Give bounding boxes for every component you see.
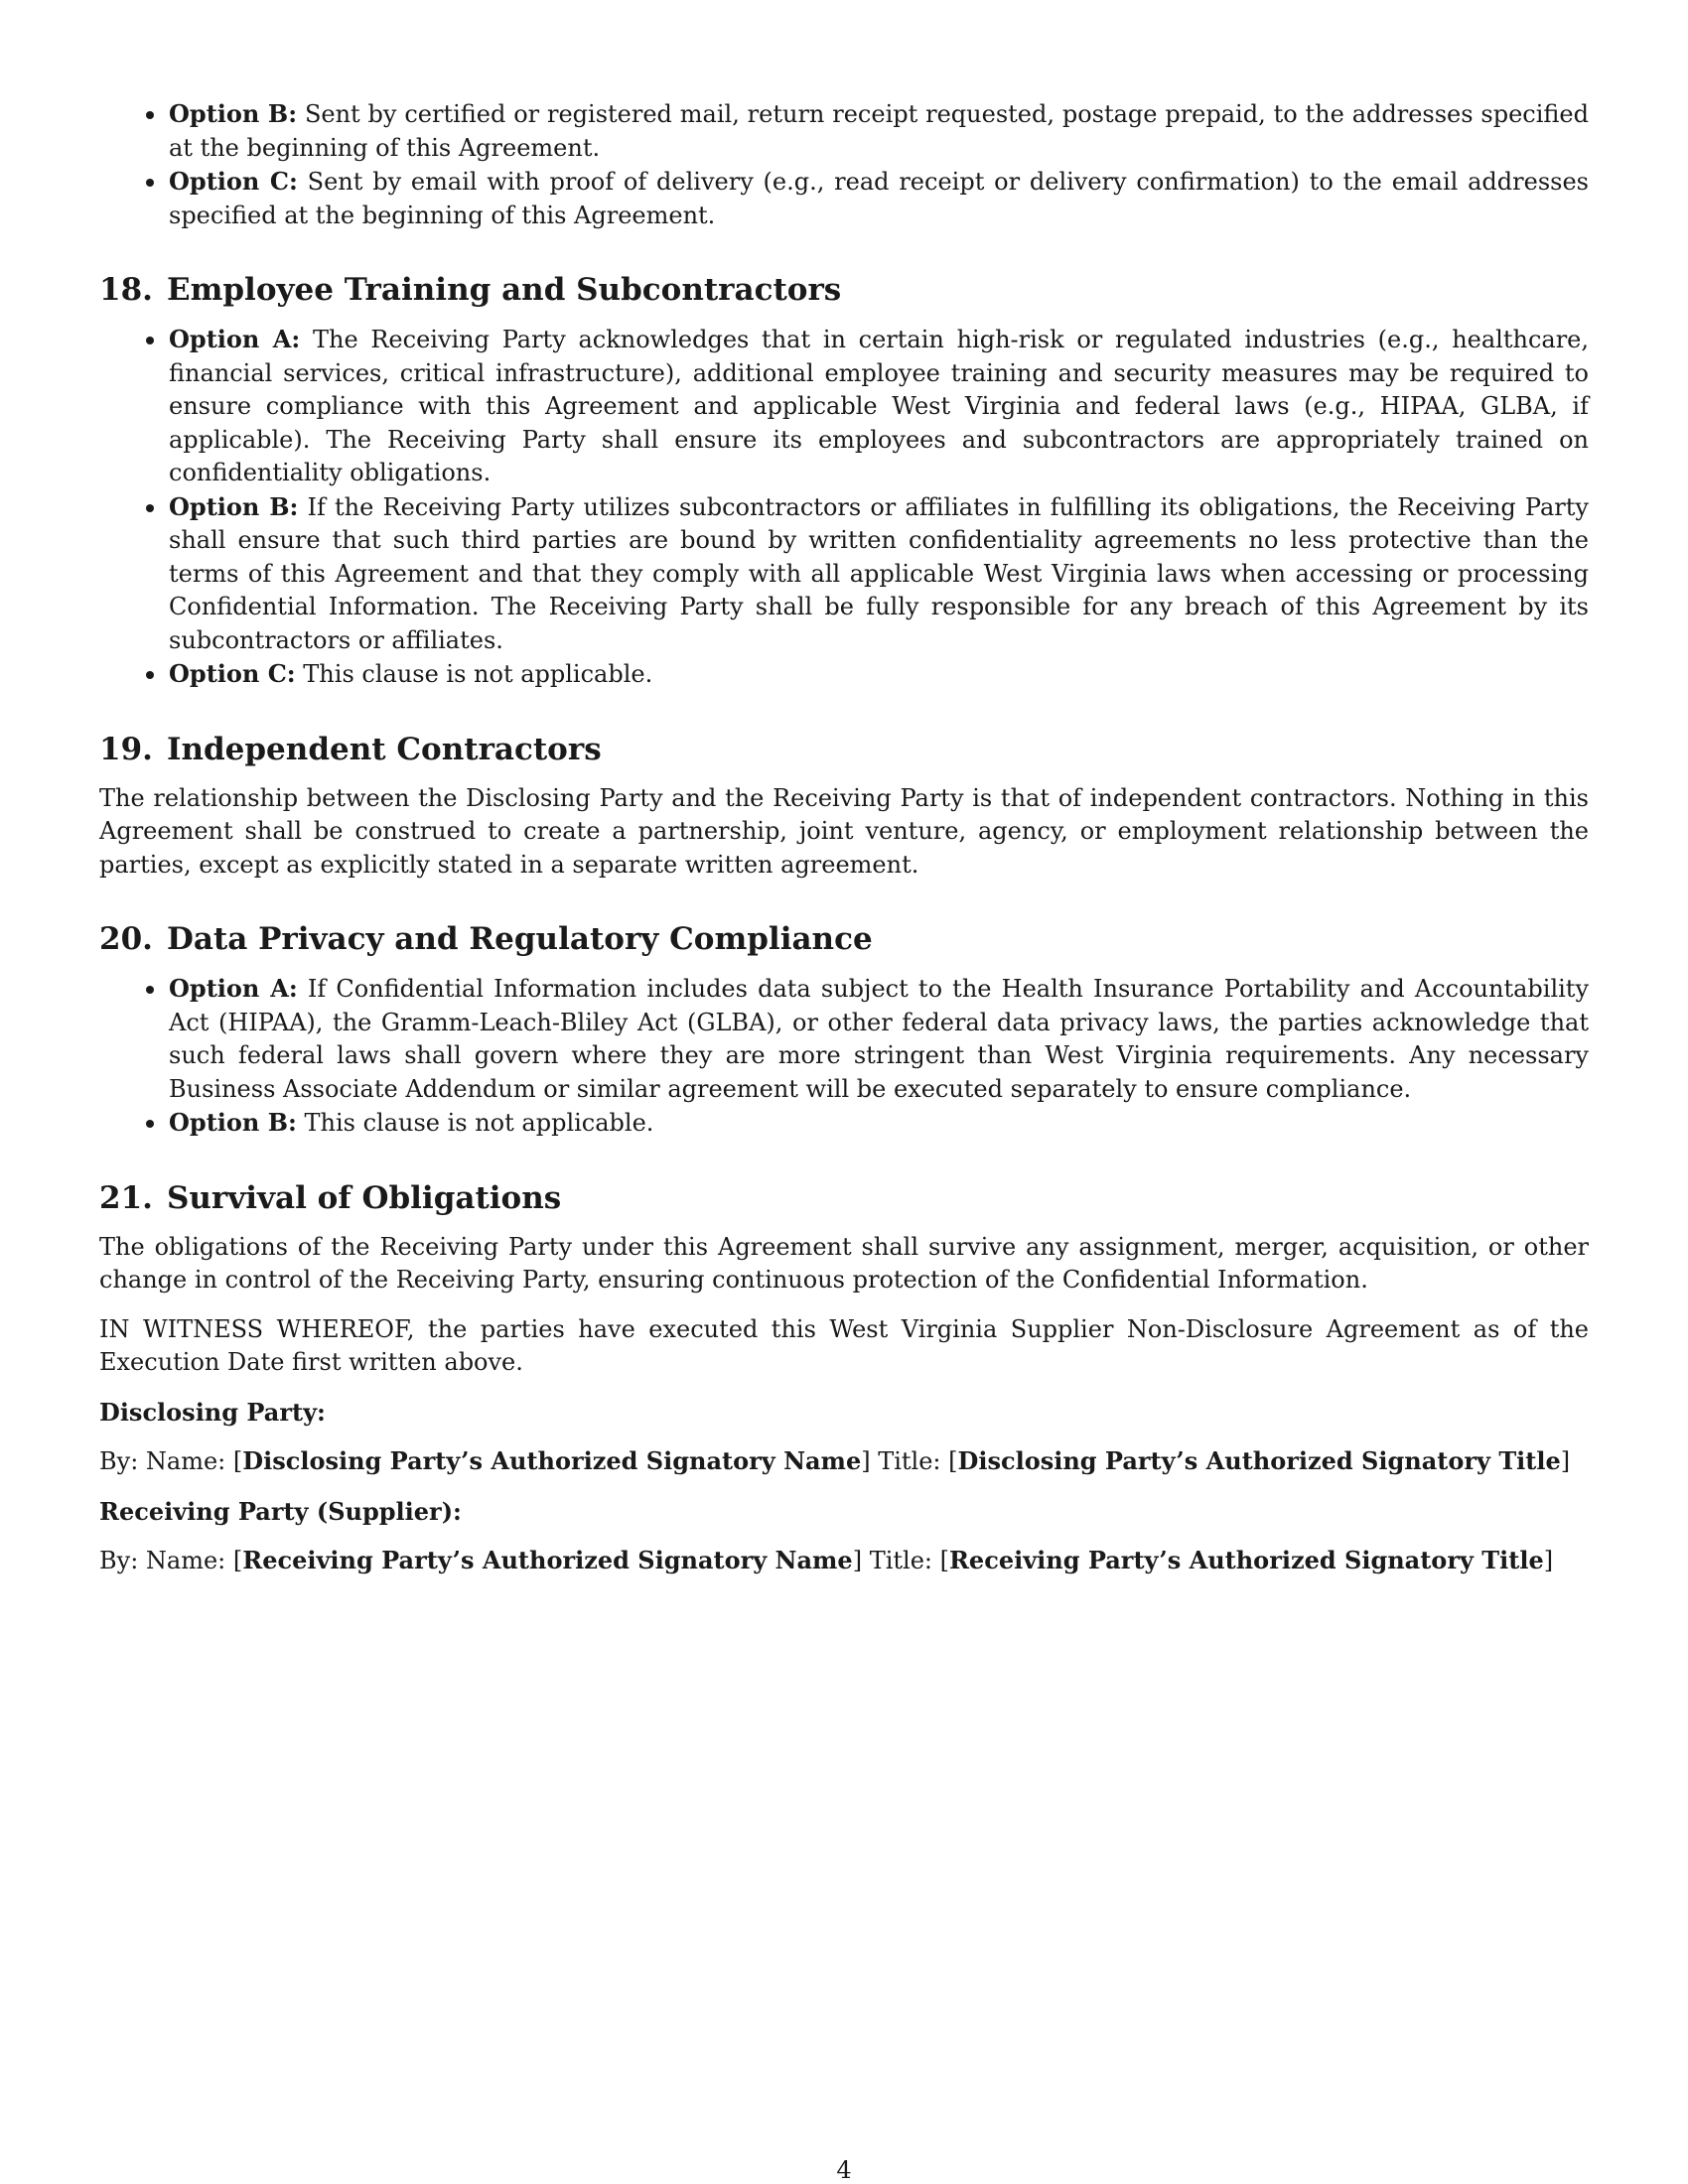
option-text: This clause is not applicable. bbox=[296, 1109, 654, 1137]
option-label: Option B: bbox=[169, 1108, 297, 1137]
section-number: 20. bbox=[99, 921, 153, 957]
by-name-label: By: Name: [ bbox=[99, 1547, 243, 1574]
disclosing-signature-line bbox=[99, 1444, 1589, 1479]
section-19-body: The relationship between the Disclosing Party and the Receiving Party is that of independent contractors. Nothing in this Agreement shall be construed to create a partnership, joint venture, agency, or employment relationship between the parties, except as explicitly stated in a separate written agreement. bbox=[99, 783, 1589, 879]
list-item bbox=[169, 323, 1589, 490]
option-label: Option A: bbox=[169, 974, 298, 1003]
signatory-name-placeholder: Disclosing Party’s Authorized Signatory Name bbox=[242, 1446, 862, 1475]
section-number: 21. bbox=[99, 1179, 153, 1216]
receiving-party-heading: Receiving Party (Supplier): bbox=[99, 1496, 462, 1526]
section-title: Data Privacy and Regulatory Compliance bbox=[166, 921, 873, 957]
option-text: Sent by email with proof of delivery (e.g., read receipt or delivery confirmation) to the email addresses specified at the beginning of this Agreement. bbox=[169, 168, 1589, 229]
list-item bbox=[169, 972, 1589, 1106]
title-label: ] Title: [ bbox=[852, 1547, 949, 1574]
option-text: Sent by certified or registered mail, return receipt requested, postage prepaid, to the addresses specified at the beginning of this Agreement. bbox=[169, 100, 1589, 162]
disclosing-party-heading: Disclosing Party: bbox=[99, 1397, 326, 1427]
title-label: ] Title: [ bbox=[861, 1447, 958, 1475]
list-item bbox=[169, 97, 1589, 165]
section-21-body: The obligations of the Receiving Party under this Agreement shall survive any assignment, merger, acquisition, or other change in control of the Receiving Party, ensuring continuous protection of the Confidential Information. bbox=[99, 1232, 1589, 1294]
closing-bracket: ] bbox=[1543, 1547, 1554, 1574]
section-number: 19. bbox=[99, 731, 153, 767]
section-number: 18. bbox=[99, 272, 153, 308]
section-18-options bbox=[99, 323, 1589, 692]
signatory-title-placeholder: Disclosing Party’s Authorized Signatory Title bbox=[957, 1446, 1561, 1475]
signatory-name-placeholder: Receiving Party’s Authorized Signatory Name bbox=[242, 1546, 853, 1574]
section-title: Employee Training and Subcontractors bbox=[166, 272, 842, 308]
option-text: If the Receiving Party utilizes subcontractors or affiliates in fulfilling its obligations, the Receiving Party shall ensure that such third parties are bound by written confidentiality agreements no less protective than the terms of this Agreement and that they comply with all applicable West Virginia laws when accessing or processing Confidential Information. The Receiving Party shall be fully responsible for any breach of this Agreement by its subcontractors or affiliates. bbox=[169, 492, 1589, 654]
option-label: Option C: bbox=[169, 167, 298, 196]
section-title: Independent Contractors bbox=[166, 731, 602, 767]
option-label: Option A: bbox=[169, 325, 301, 353]
page-number: 4 bbox=[836, 2156, 852, 2184]
list-item bbox=[169, 1106, 1589, 1141]
list-item bbox=[169, 165, 1589, 232]
section-title: Survival of Obligations bbox=[166, 1179, 562, 1216]
section-heading-20 bbox=[99, 919, 1589, 959]
option-label: Option C: bbox=[169, 659, 296, 688]
document-page bbox=[99, 97, 1589, 1594]
receiving-signature-line bbox=[99, 1544, 1589, 1578]
section-heading-18 bbox=[99, 270, 1589, 310]
section-20-options bbox=[99, 972, 1589, 1141]
option-text: This clause is not applicable. bbox=[295, 660, 653, 688]
section-heading-19 bbox=[99, 730, 1589, 769]
option-label: Option B: bbox=[169, 491, 299, 521]
section-17-options bbox=[99, 97, 1589, 232]
by-name-label: By: Name: [ bbox=[99, 1447, 243, 1475]
option-text: The Receiving Party acknowledges that in certain high-risk or regulated industries (e.g., healthcare, financial services, critical infrastructure), additional employee training and security measures may be required to ensure compliance with this Agreement and applicable West Virginia and federal laws (e.g., HIPAA, GLBA, if applicable). The Receiving Party shall ensure its employees and subcontractors are appropriately trained on confidentiality obligations. bbox=[169, 326, 1589, 486]
option-label: Option B: bbox=[169, 99, 298, 128]
signatory-title-placeholder: Receiving Party’s Authorized Signatory Title bbox=[948, 1546, 1544, 1574]
option-text: If Confidential Information includes data subject to the Health Insurance Portability and Accountability Act (HIPAA), the Gramm-Leach-Bliley Act (GLBA), or other federal data privacy laws, the parties acknowledge that such federal laws shall govern where they are more stringent than West Virginia requirements. Any necessary Business Associate Addendum or similar agreement will be executed separately to ensure compliance. bbox=[169, 975, 1589, 1103]
list-item bbox=[169, 657, 1589, 692]
list-item bbox=[169, 490, 1589, 658]
closing-bracket: ] bbox=[1560, 1447, 1571, 1475]
witness-clause: IN WITNESS WHEREOF, the parties have executed this West Virginia Supplier Non-Disclosure Agreement as of the Execution Date first written above. bbox=[99, 1314, 1589, 1376]
section-heading-21 bbox=[99, 1178, 1589, 1218]
